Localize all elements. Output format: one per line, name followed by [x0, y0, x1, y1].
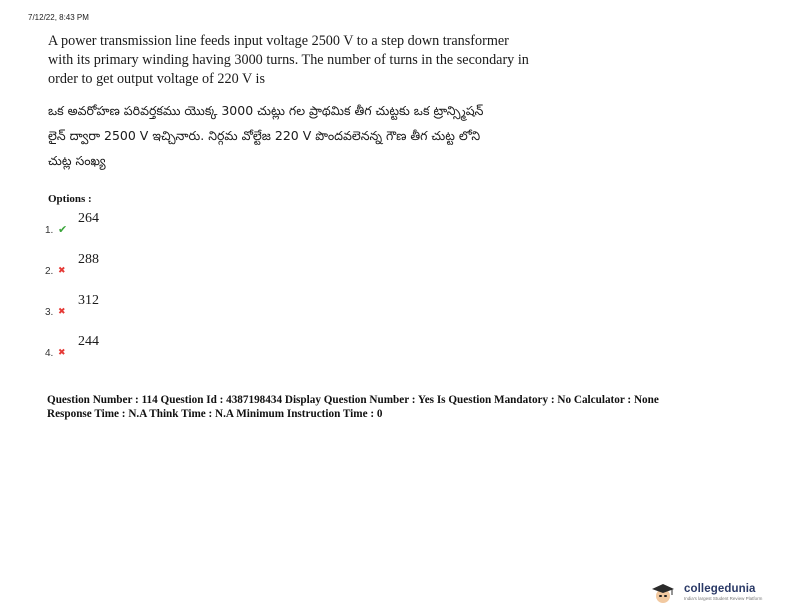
option-4 — [45, 334, 165, 364]
brand-name: collegedunia — [684, 583, 756, 595]
question-line: ఒక అవరోహణ పరివర్తకము యొక్క 3000 చుట్లు గల ప్రాథమిక తీగ చుట్టకు ఒక ట్రాన్స్మిషన్ — [48, 103, 484, 118]
option-value: 264 — [78, 211, 99, 226]
option-number: 2. — [45, 266, 54, 277]
question-text-telugu — [48, 98, 578, 173]
collegedunia-logo — [650, 582, 790, 604]
option-value: 312 — [78, 293, 99, 308]
question-line: order to get output voltage of 220 V is — [48, 71, 265, 87]
option-value: 288 — [78, 252, 99, 267]
option-3 — [45, 293, 165, 323]
option-2 — [45, 252, 165, 282]
option-value: 244 — [78, 334, 99, 349]
question-metadata — [47, 393, 747, 421]
option-1 — [45, 211, 165, 241]
cross-icon: ✖ — [58, 348, 66, 358]
option-number: 1. — [45, 225, 54, 236]
print-timestamp: 7/12/22, 8:43 PM — [28, 13, 89, 22]
graduate-cap-icon — [650, 582, 676, 604]
question-line: with its primary winding having 3000 turns. The number of turns in the secondary in — [48, 52, 529, 68]
question-line: చుట్ల సంఖ్య — [48, 153, 106, 168]
check-icon: ✔ — [58, 223, 68, 236]
option-number: 4. — [45, 348, 54, 359]
question-line: A power transmission line feeds input voltage 2500 V to a step down transformer — [48, 33, 509, 49]
cross-icon: ✖ — [58, 266, 66, 276]
brand-tagline: India's largest Student Review Platform — [684, 596, 763, 601]
option-number: 3. — [45, 307, 54, 318]
options-label: Options : — [48, 193, 92, 205]
cross-icon: ✖ — [58, 307, 66, 317]
metadata-line: Response Time : N.A Think Time : N.A Minimum Instruction Time : 0 — [47, 408, 383, 420]
metadata-line: Question Number : 114 Question Id : 4387198434 Display Question Number : Yes Is Question Mandatory : No Calculator : None — [47, 394, 659, 406]
question-line: లైన్ ద్వారా 2500 V ఇచ్చినారు. నిర్గమ వోల్టేజ 220 V పొందవలెనన్న గౌణ తీగ చుట్ట లోని — [48, 128, 481, 143]
question-text-english — [48, 32, 573, 89]
